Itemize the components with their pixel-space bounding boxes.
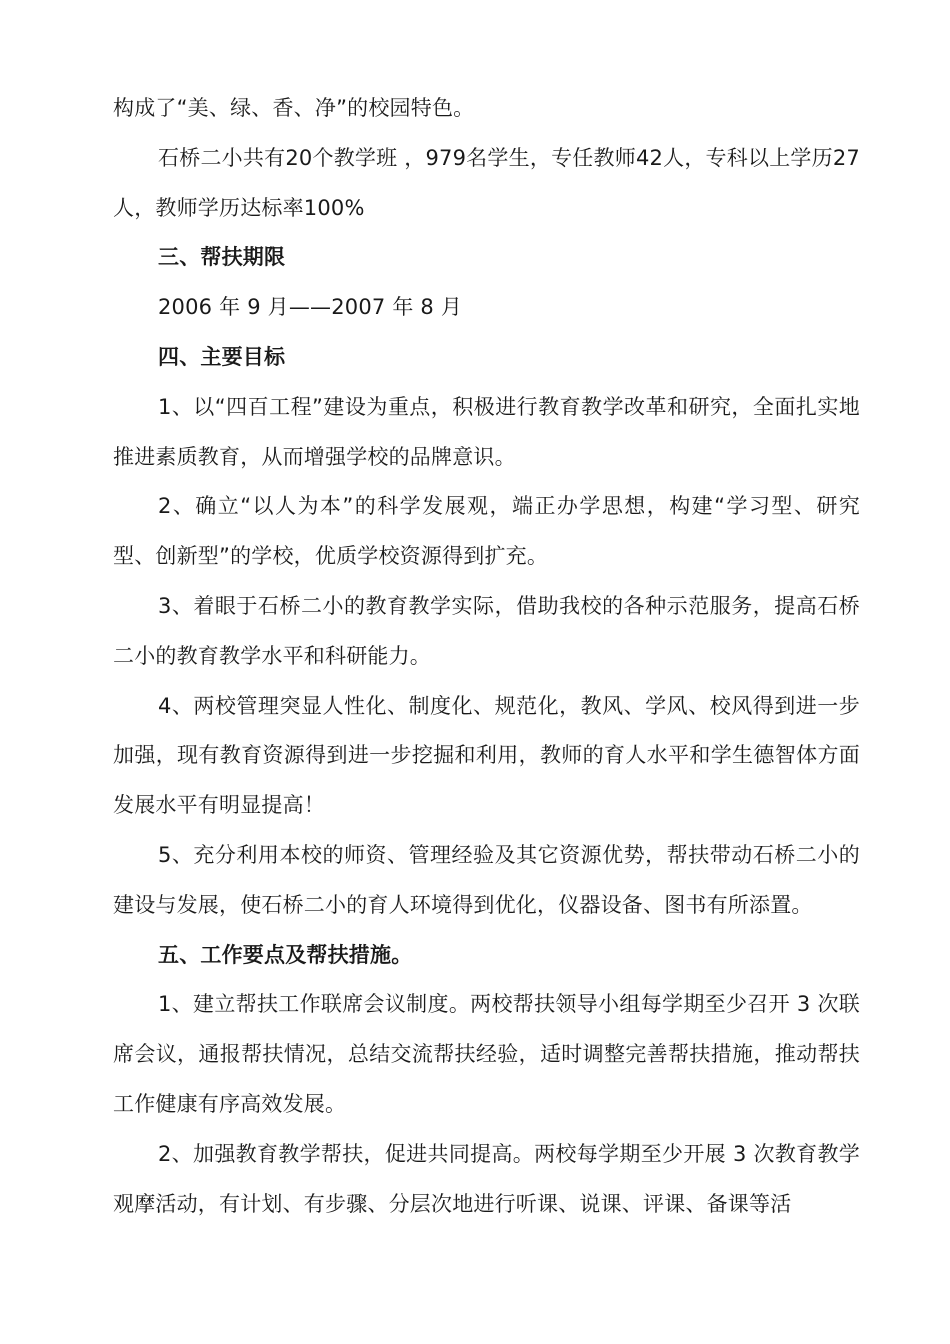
- paragraph-measure-2: 2、加强教育教学帮扶，促进共同提高。两校每学期至少开展 3 次教育教学观摩活动，有计划、有步骤、分层次地进行听课、说课、评课、备课等活: [113, 1141, 860, 1216]
- paragraph-measure-1: 1、建立帮扶工作联席会议制度。两校帮扶领导小组每学期至少召开 3 次联席会议，通报帮扶情况，总结交流帮扶经验，适时调整完善帮扶措施，推动帮扶工作健康有序高效发展。: [113, 992, 860, 1116]
- paragraph-campus-feature: 构成了“美、绿、香、净”的校园特色。: [113, 96, 475, 120]
- section-heading-goals: 四、主要目标: [158, 344, 286, 369]
- paragraph-school-stats: 石桥二小共有20个教学班 ，979名学生，专任教师42人，专科以上学历27人，教师学历达标率100%: [113, 145, 860, 220]
- paragraph-goal-1: 1、以“四百工程”建设为重点，积极进行教育教学改革和研究，全面扎实地推进素质教育，从而增强学校的品牌意识。: [113, 394, 860, 469]
- section-heading-measures: 五、工作要点及帮扶措施。: [158, 942, 413, 967]
- paragraph-goal-4: 4、两校管理突显人性化、制度化、规范化，教风、学风、校风得到进一步加强，现有教育资源得到进一步挖掘和利用，教师的育人水平和学生德智体方面发展水平有明显提高！: [113, 693, 860, 818]
- paragraph-goal-5: 5、充分利用本校的师资、管理经验及其它资源优势，帮扶带动石桥二小的建设与发展，使石桥二小的育人环境得到优化，仪器设备、图书有所添置。: [113, 842, 860, 917]
- paragraph-period: 2006 年 9 月——2007 年 8 月: [158, 295, 463, 320]
- document-page: [113, 84, 860, 1229]
- paragraph-goal-3: 3、着眼于石桥二小的教育教学实际，借助我校的各种示范服务，提高石桥二小的教育教学水平和科研能力。: [113, 593, 860, 668]
- section-heading-period: 三、帮扶期限: [158, 245, 286, 270]
- paragraph-goal-2: 2、确立“以人为本”的科学发展观，端正办学思想，构建“学习型、研究型、创新型”的学校，优质学校资源得到扩充。: [113, 494, 860, 569]
